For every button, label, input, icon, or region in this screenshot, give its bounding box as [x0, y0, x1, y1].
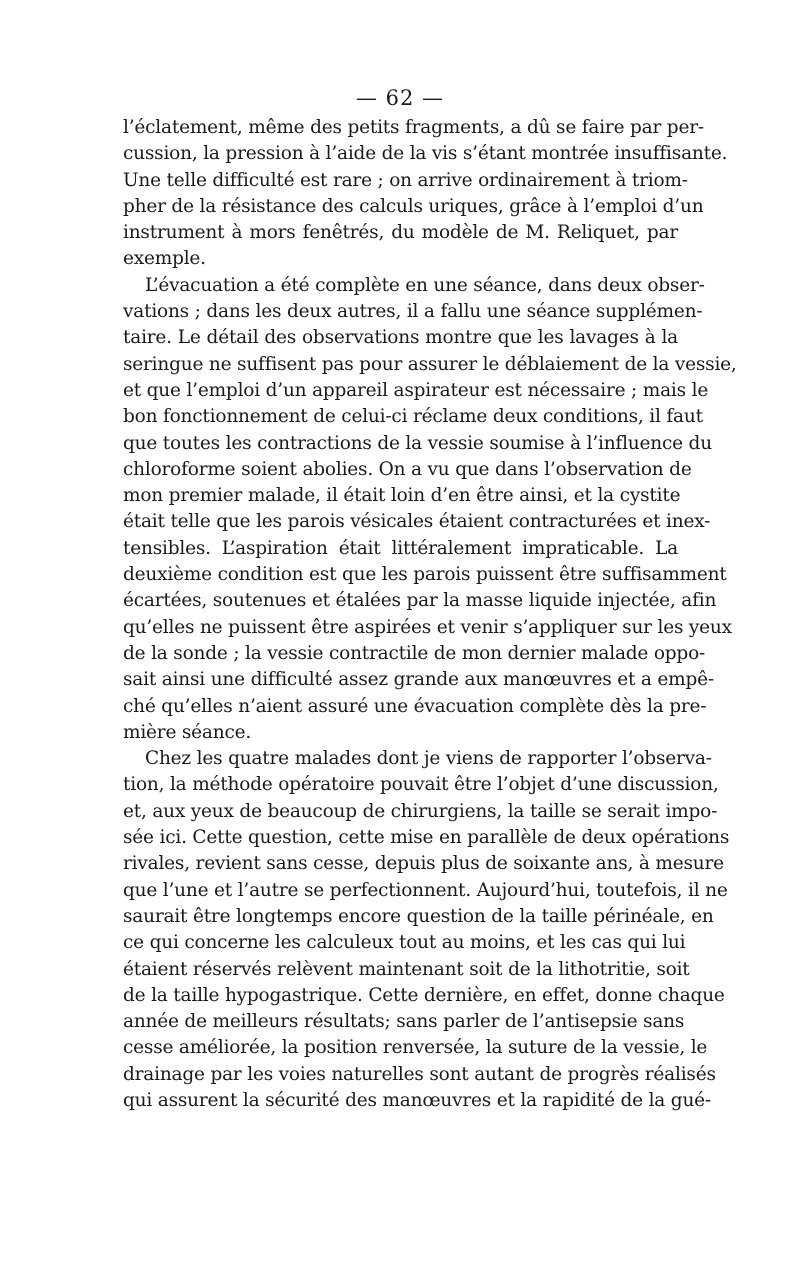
- text-line: écartées, soutenues et étalées par la masse liquide injectée, afin: [123, 590, 717, 612]
- text-line: que l’une et l’autre se perfectionnent. Aujourd’hui, toutefois, il ne: [123, 879, 728, 901]
- text-line: ce qui concerne les calculeux tout au moins, et les cas qui lui: [123, 932, 686, 954]
- text-line: saurait être longtemps encore question de la taille périnéale, en: [123, 905, 714, 927]
- text-line: de la taille hypogastrique. Cette dernière, en effet, donne chaque: [123, 984, 725, 1006]
- page-number: — 62 —: [355, 86, 445, 110]
- text-line: seringue ne suffisent pas pour assurer le déblaiement de la vessie,: [123, 353, 737, 375]
- text-line: taire. Le détail des observations montre que les lavages à la: [123, 327, 678, 349]
- paragraph: [123, 115, 728, 273]
- text-line: deuxième condition est que les parois puissent être suffisamment: [123, 564, 727, 586]
- text-line: et, aux yeux de beaucoup de chirurgiens, la taille se serait impo-: [123, 800, 718, 822]
- text-line: rivales, revient sans cesse, depuis plus de soixante ans, à mesure: [123, 853, 724, 875]
- text-line: était telle que les parois vésicales étaient contracturées et inex-: [123, 511, 711, 533]
- text-line: l’éclatement, même des petits fragments, a dû se faire par per-: [123, 117, 704, 138]
- text-line: qui assurent la sécurité des manœuvres et la rapidité de la gué-: [123, 1089, 711, 1111]
- text-line: cesse améliorée, la position renversée, la suture de la vessie, le: [123, 1037, 708, 1059]
- text-line: Chez les quatre malades dont je viens de rapporter l’observa-: [145, 748, 712, 770]
- paragraph: [123, 746, 730, 1114]
- text-line: sait ainsi une difficulté assez grande aux manœuvres et a empê-: [123, 669, 714, 691]
- text-line: chloroforme soient abolies. On a vu que dans l’observation de: [123, 458, 692, 480]
- text-line: exemple.: [123, 248, 206, 270]
- text-line: mière séance.: [123, 721, 252, 743]
- text-line: bon fonctionnement de celui-ci réclame deux conditions, il faut: [123, 406, 703, 428]
- text-line: que toutes les contractions de la vessie soumise à l’influence du: [123, 432, 712, 454]
- text-line: pher de la résistance des calculs uriques, grâce à l’emploi d’un: [123, 195, 704, 217]
- text-line: année de meilleurs résultats; sans parler de l’antisepsie sans: [123, 1011, 685, 1033]
- text-line: tion, la méthode opératoire pouvait être l’objet d’une discussion,: [123, 774, 719, 796]
- text-line: cussion, la pression à l’aide de la vis s’étant montrée insuffisante.: [123, 143, 728, 165]
- text-line: mon premier malade, il était loin d’en être ainsi, et la cystite: [123, 485, 681, 507]
- text-line: sée ici. Cette question, cette mise en parallèle de deux opérations: [123, 827, 730, 849]
- text-line: drainage par les voies naturelles sont autant de progrès réalisés: [123, 1063, 716, 1085]
- text-line: tensibles. L’aspiration était littéralement impraticable. La: [123, 537, 678, 559]
- text-line: et que l’emploi d’un appareil aspirateur est nécessaire ; mais le: [123, 379, 709, 401]
- text-line: étaient réservés relèvent maintenant soit de la lithotritie, soit: [123, 958, 690, 980]
- body-text: [123, 115, 737, 1114]
- paragraph: [123, 273, 737, 746]
- text-line: instrument à mors fenêtrés, du modèle de M. Reliquet, par: [123, 222, 678, 244]
- text-line: vations ; dans les deux autres, il a fallu une séance supplémen-: [123, 301, 703, 323]
- text-line: Une telle difficulté est rare ; on arrive ordinairement à triom-: [123, 169, 688, 191]
- text-line: L’évacuation a été complète en une séance, dans deux obser-: [145, 274, 705, 296]
- text-line: qu’elles ne puissent être aspirées et venir s’appliquer sur les yeux: [123, 616, 732, 638]
- text-line: de la sonde ; la vessie contractile de mon dernier malade oppo-: [123, 642, 706, 664]
- text-line: ché qu’elles n’aient assuré une évacuation complète dès la pre-: [123, 695, 707, 717]
